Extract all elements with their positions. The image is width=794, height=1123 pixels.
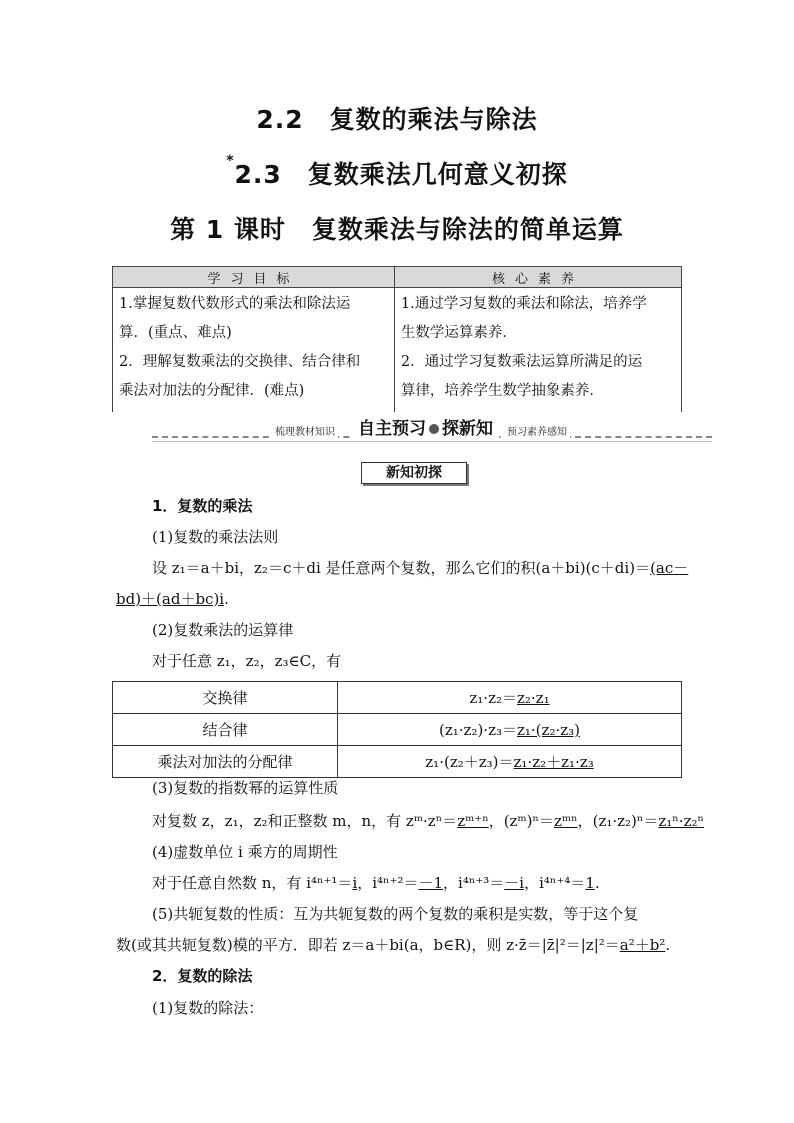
answer-blank: bd)＋(ad＋bc)i [116,590,225,608]
goals-line: 2．理解复数乘法的交换律、结合律和 [119,354,361,370]
goals-cell [113,288,395,413]
optional-mark: * [226,153,235,169]
banner-title [352,414,499,439]
banner-right-caption: 预习素养感知 [504,423,570,438]
law-formula-left: z₁·z₂＝ [469,689,517,707]
definition-line-2 [116,589,229,609]
powers-text: ，(zᵐ)ⁿ＝ [488,812,554,830]
section-title: 2.2 复数的乘法与除法 [256,105,538,134]
answer-blank: a²＋b² [619,936,666,954]
goals-line: 算．(重点、难点) [119,325,232,341]
literacy-line: 算律，培养学生数学抽象素养． [400,383,604,399]
banner-underline [152,441,712,442]
subheading-laws: (2)复数乘法的运算律 [152,621,294,639]
period: . [224,590,229,608]
subheading-division: (1)复数的除法： [152,999,264,1017]
period-text: ，i⁴ⁿ⁺²＝ [357,874,419,892]
law-formula [338,746,682,778]
literacy-line: 生数学运算素养． [400,325,517,341]
laws-table [112,681,682,778]
conjugate-line-1: (5)共轭复数的性质：互为共轭复数的两个复数的乘积是实数，等于这个复 [152,905,639,923]
subsection-title [0,155,794,191]
answer-blank: z₁ⁿ·z₂ⁿ [658,812,704,830]
section-label: 新知初探 [361,462,467,484]
definition-line [152,558,688,578]
goals-line: 乘法对加法的分配律．(难点) [119,383,305,399]
law-formula-left: (z₁·z₂)·z₃＝ [439,721,517,739]
banner-left-caption: 梳理教材知识 [272,423,338,438]
law-name: 交换律 [113,682,338,714]
powers-line [152,811,704,831]
subheading-rule: (1)复数的乘法法则 [152,528,279,546]
definition-text: 设 z₁＝a＋bi，z₂＝c＋di 是任意两个复数，那么它们的积(a＋bi)(c＋di)＝ [152,559,651,577]
period-line [152,873,600,893]
powers-text: 对复数 z，z₁，z₂和正整数 m，n，有 zᵐ·zⁿ＝ [152,812,458,830]
answer-blank: 1 [585,874,595,892]
table-row [113,746,682,778]
answer-blank: z₁·(z₂·z₃) [517,721,580,739]
conjugate-text: 数(或其共轭复数)模的平方．即若 z＝a＋bi(a，b∈R)，则 z·z̄＝|z̄|²＝|z|²＝ [116,936,620,954]
period: . [594,874,600,892]
literacy-line: 2．通过学习复数乘法运算所满足的运 [400,354,643,370]
law-formula [338,682,682,714]
literacy-header: 核心素养 [394,267,681,288]
literacy-cell [394,288,681,413]
goals-line: 1.掌握复数代数形式的乘法和除法运 [119,296,351,312]
period-text: ，i⁴ⁿ⁺³＝ [443,874,505,892]
answer-blank: zᵐ⁺ⁿ [457,812,489,830]
answer-blank: i [352,874,358,892]
period-text: ，i⁴ⁿ⁺⁴＝ [524,874,586,892]
law-formula-left: z₁·(z₂＋z₃)＝ [425,753,514,771]
law-formula [338,714,682,746]
arrow-dot-icon [429,424,439,434]
conjugate-line-2 [116,935,670,955]
literacy-line: 1.通过学习复数的乘法和除法，培养学 [400,296,647,312]
answer-blank: z₁·z₂＋z₁·z₃ [513,753,594,771]
banner-title-b: 探新知 [442,419,493,439]
law-name: 乘法对加法的分配律 [113,746,338,778]
table-row [113,682,682,714]
period-text: 对于任意自然数 n，有 i⁴ⁿ⁺¹＝ [152,874,353,892]
answer-blank: －i [504,874,525,892]
period: . [665,936,671,954]
answer-blank: －1 [418,874,444,892]
banner-title-a: 自主预习 [358,419,426,439]
goals-table [112,266,682,412]
forall-line: 对于任意 z₁，z₂，z₃∈C，有 [152,652,342,670]
powers-text: ，(z₁·z₂)ⁿ＝ [577,812,659,830]
lesson-title: 第 1 课时 复数乘法与除法的简单运算 [170,215,624,244]
answer-blank: zᵐⁿ [554,812,578,830]
heading-multiplication: 1．复数的乘法 [152,497,253,515]
section-banner [152,420,712,444]
goals-header: 学习目标 [113,267,395,288]
heading-division: 2．复数的除法 [152,967,253,985]
subsection-title-text: 2.3 复数乘法几何意义初探 [234,160,568,189]
subheading-period: (4)虚数单位 i 乘方的周期性 [152,843,338,861]
law-name: 结合律 [113,714,338,746]
subheading-powers: (3)复数的指数幂的运算性质 [152,779,339,797]
table-row [113,714,682,746]
answer-blank: (ac－ [650,559,689,577]
answer-blank: z₂·z₁ [517,689,550,707]
